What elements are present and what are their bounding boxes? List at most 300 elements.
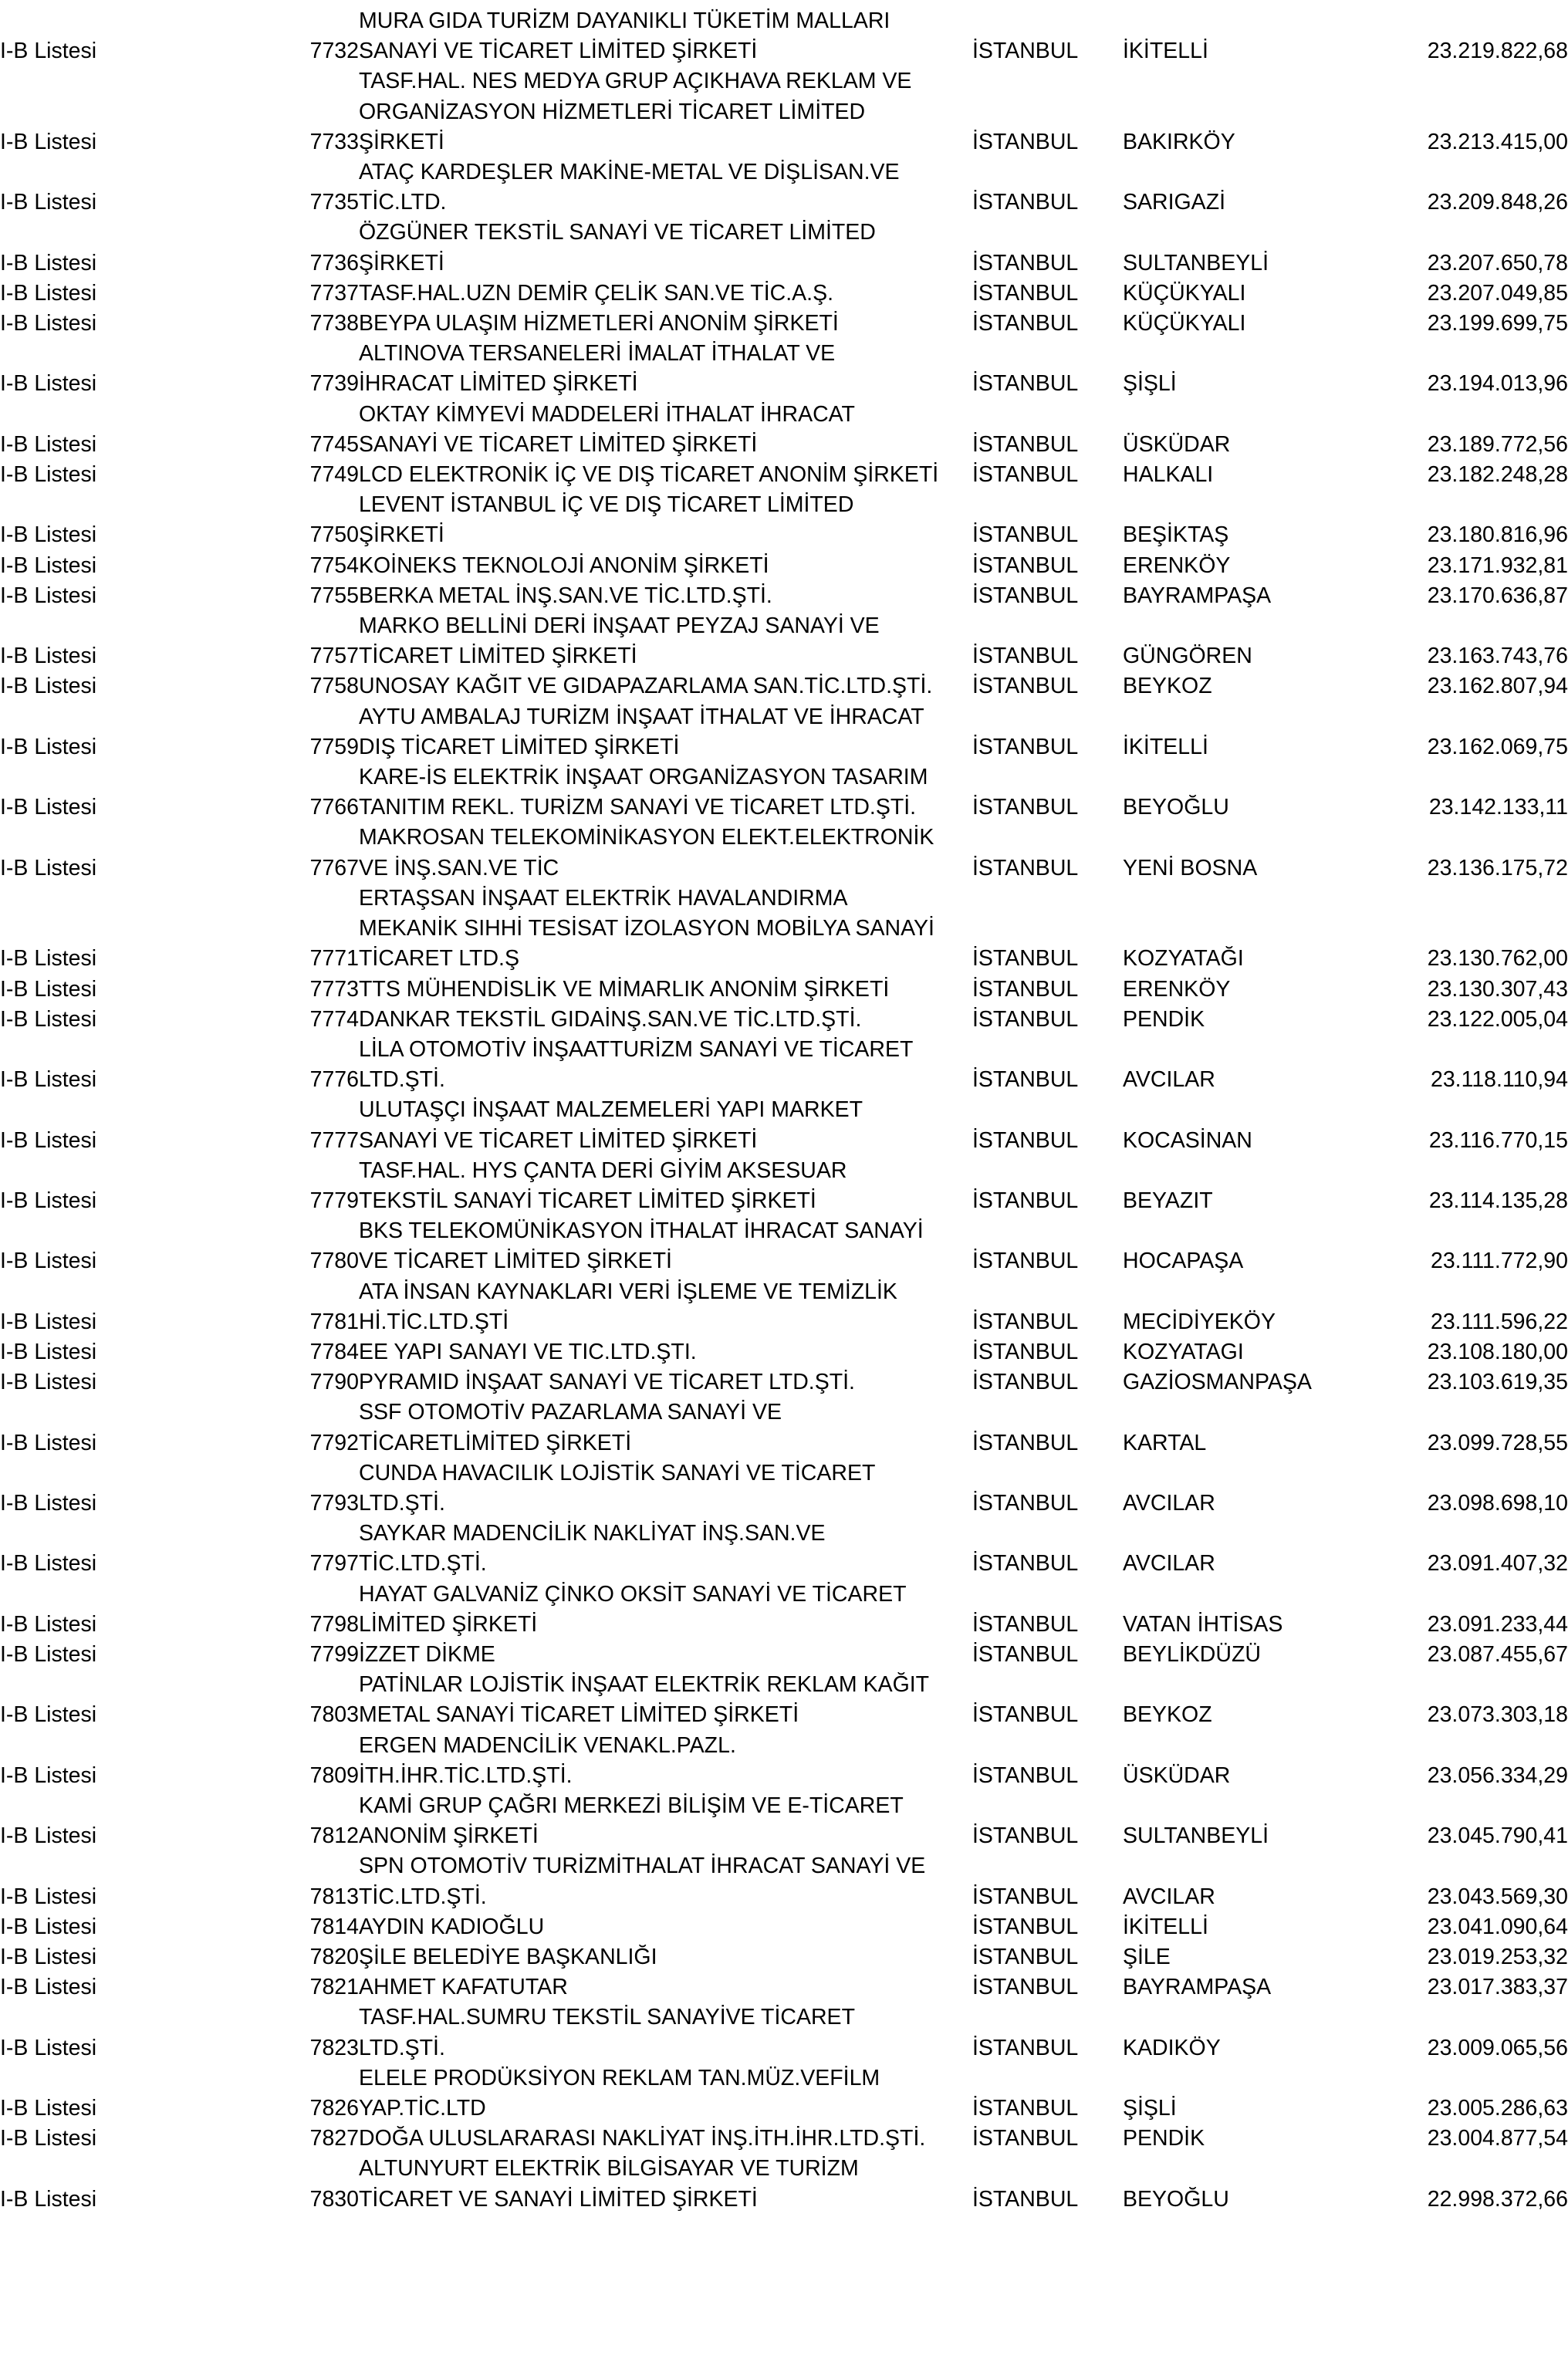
district-name: GÜNGÖREN bbox=[1123, 644, 1252, 669]
district-name bbox=[1123, 1519, 1408, 1549]
sequence-number: 7803 bbox=[309, 1702, 359, 1728]
company-name-line: MEKANİK SIHHİ TESİSAT İZOLASYON MOBİLYA SANAYİ bbox=[359, 916, 934, 941]
list-label: I-B Listesi bbox=[0, 129, 97, 154]
company-name-line: DOĞA ULUSLARARASI NAKLİYAT İNŞ.İTH.İHR.LTD.ŞTİ. bbox=[359, 2126, 926, 2151]
district-name: İKİTELLİ bbox=[1123, 734, 1208, 759]
city-name bbox=[972, 702, 1123, 732]
debt-amount: 23.017.383,37 bbox=[1427, 1975, 1568, 2000]
district-name bbox=[1123, 1216, 1408, 1246]
city-name bbox=[972, 1670, 1123, 1700]
district-name: HALKALI bbox=[1123, 462, 1214, 488]
sequence-number: 7823 bbox=[309, 2035, 359, 2060]
district-name: BAKIRKÖY bbox=[1123, 129, 1235, 154]
table-row bbox=[0, 1761, 1568, 1791]
debt-amount: 22.998.372,66 bbox=[1427, 2186, 1568, 2212]
table-row bbox=[0, 279, 1568, 309]
company-name-line: EE YAPI SANAYI VE TIC.LTD.ŞTI. bbox=[359, 1339, 697, 1364]
list-label bbox=[0, 97, 274, 127]
debt-amount: 23.130.762,00 bbox=[1427, 946, 1568, 972]
company-name-line: LEVENT İSTANBUL İÇ VE DIŞ TİCARET LİMİTED bbox=[359, 492, 854, 518]
table-row bbox=[0, 732, 1568, 762]
sequence-number: 7773 bbox=[309, 976, 359, 1002]
district-name: İKİTELLİ bbox=[1123, 39, 1208, 64]
district-name bbox=[1123, 1458, 1408, 1489]
city-name: İSTANBUL bbox=[972, 1370, 1079, 1395]
debt-amount: 23.180.816,96 bbox=[1427, 522, 1568, 548]
table-row-continuation bbox=[0, 1458, 1568, 1489]
city-name: İSTANBUL bbox=[972, 1611, 1079, 1637]
city-name bbox=[972, 400, 1123, 430]
debt-amount bbox=[1408, 611, 1568, 641]
sequence-number: 7779 bbox=[309, 1188, 359, 1213]
district-name: SARIGAZİ bbox=[1123, 190, 1226, 215]
debt-amount: 23.114.135,28 bbox=[1428, 1188, 1568, 1213]
list-label bbox=[0, 218, 274, 248]
list-label: I-B Listesi bbox=[0, 2096, 97, 2121]
debt-amount bbox=[1408, 97, 1568, 127]
city-name: İSTANBUL bbox=[972, 371, 1079, 397]
sequence-number bbox=[274, 823, 359, 853]
debt-amount: 23.043.569,30 bbox=[1427, 1884, 1568, 1909]
company-name-line: CUNDA HAVACILIK LOJİSTİK SANAYİ VE TİCARET bbox=[359, 1460, 876, 1485]
debt-amount bbox=[1408, 6, 1568, 36]
table-row bbox=[0, 127, 1568, 157]
list-label bbox=[0, 490, 274, 520]
company-name-line: PATİNLAR LOJİSTİK İNŞAAT ELEKTRİK REKLAM KAĞIT bbox=[359, 1672, 930, 1698]
list-label: I-B Listesi bbox=[0, 2186, 97, 2212]
district-name bbox=[1123, 702, 1408, 732]
table-row bbox=[0, 1307, 1568, 1337]
table-row-continuation bbox=[0, 157, 1568, 188]
sequence-number: 7733 bbox=[309, 129, 359, 154]
sequence-number: 7771 bbox=[309, 946, 359, 972]
list-label: I-B Listesi bbox=[0, 2126, 97, 2151]
list-label: I-B Listesi bbox=[0, 1249, 97, 1274]
city-name bbox=[972, 611, 1123, 641]
list-label: I-B Listesi bbox=[0, 583, 97, 608]
district-name: ERENKÖY bbox=[1123, 976, 1231, 1002]
table-row bbox=[0, 1337, 1568, 1367]
district-name: KÜÇÜKYALI bbox=[1123, 280, 1246, 306]
company-name-line: DIŞ TİCARET LİMİTED ŞİRKETİ bbox=[359, 734, 680, 759]
sequence-number bbox=[274, 1216, 359, 1246]
company-name-line: MAKROSAN TELEKOMİNİKASYON ELEKT.ELEKTRONİK bbox=[359, 825, 934, 850]
city-name: İSTANBUL bbox=[972, 2126, 1079, 2151]
district-name bbox=[1123, 66, 1408, 96]
list-label: I-B Listesi bbox=[0, 280, 97, 306]
table-row-continuation bbox=[0, 400, 1568, 430]
company-name-line: LTD.ŞTİ. bbox=[359, 1490, 445, 1516]
district-name: BEYAZIT bbox=[1123, 1188, 1213, 1213]
company-name-line: TASF.HAL. NES MEDYA GRUP AÇIKHAVA REKLAM VE bbox=[359, 69, 912, 94]
sequence-number bbox=[274, 1519, 359, 1549]
table-row bbox=[0, 460, 1568, 490]
debt-amount: 23.199.699,75 bbox=[1427, 311, 1568, 336]
district-name: BEYOĞLU bbox=[1123, 2186, 1229, 2212]
company-name-line: TANITIM REKL. TURİZM SANAYİ VE TİCARET LTD.ŞTİ. bbox=[359, 795, 917, 820]
company-name-line: SPN OTOMOTİV TURİZMİTHALAT İHRACAT SANAYİ VE bbox=[359, 1854, 926, 1879]
list-label bbox=[0, 2154, 274, 2184]
company-name-line: ALTINOVA TERSANELERİ İMALAT İTHALAT VE bbox=[359, 341, 836, 367]
list-label bbox=[0, 157, 274, 188]
city-name bbox=[972, 339, 1123, 369]
debt-amount bbox=[1408, 490, 1568, 520]
district-name: ŞİŞLİ bbox=[1123, 371, 1177, 397]
table-row-continuation bbox=[0, 2002, 1568, 2033]
list-label bbox=[0, 1216, 274, 1246]
table-row-continuation bbox=[0, 339, 1568, 369]
debt-amount: 23.111.596,22 bbox=[1430, 1309, 1568, 1334]
table-row bbox=[0, 248, 1568, 279]
table-row-continuation bbox=[0, 1791, 1568, 1821]
list-label bbox=[0, 884, 274, 914]
city-name bbox=[972, 1458, 1123, 1489]
company-name-line: TİCARETLİMİTED ŞİRKETİ bbox=[359, 1430, 632, 1455]
sequence-number: 7790 bbox=[309, 1370, 359, 1395]
list-label: I-B Listesi bbox=[0, 855, 97, 880]
city-name: İSTANBUL bbox=[972, 431, 1079, 457]
table-row-continuation bbox=[0, 1035, 1568, 1065]
list-label bbox=[0, 66, 274, 96]
table-row-continuation bbox=[0, 823, 1568, 853]
debt-amount bbox=[1408, 400, 1568, 430]
table-row-continuation bbox=[0, 490, 1568, 520]
company-name-line: OKTAY KİMYEVİ MADDELERİ İTHALAT İHRACAT bbox=[359, 401, 855, 427]
list-label: I-B Listesi bbox=[0, 1370, 97, 1395]
city-name: İSTANBUL bbox=[972, 1823, 1079, 1849]
city-name: İSTANBUL bbox=[972, 1975, 1079, 2000]
city-name: İSTANBUL bbox=[972, 1006, 1079, 1032]
district-name: KOZYATAGI bbox=[1123, 1339, 1244, 1364]
debt-amount bbox=[1408, 1216, 1568, 1246]
list-label: I-B Listesi bbox=[0, 946, 97, 972]
sequence-number: 7781 bbox=[309, 1309, 359, 1334]
district-name: AVCILAR bbox=[1123, 1067, 1215, 1093]
company-name-line: TTS MÜHENDİSLİK VE MİMARLIK ANONİM ŞİRKETİ bbox=[359, 976, 890, 1002]
district-name bbox=[1123, 97, 1408, 127]
district-name bbox=[1123, 2154, 1408, 2184]
sequence-number: 7784 bbox=[309, 1339, 359, 1364]
district-name bbox=[1123, 1095, 1408, 1125]
list-label: I-B Listesi bbox=[0, 462, 97, 488]
debt-amount bbox=[1408, 884, 1568, 914]
sequence-number: 7739 bbox=[309, 371, 359, 397]
city-name bbox=[972, 1519, 1123, 1549]
debt-amount: 23.056.334,29 bbox=[1427, 1762, 1568, 1788]
company-name-line: BEYPA ULAŞIM HİZMETLERİ ANONİM ŞİRKETİ bbox=[359, 311, 839, 336]
table-row-continuation bbox=[0, 1216, 1568, 1246]
company-name-line: ERTAŞSAN İNŞAAT ELEKTRİK HAVALANDIRMA bbox=[359, 885, 848, 911]
debt-amount: 23.194.013,96 bbox=[1427, 371, 1568, 397]
list-label bbox=[0, 702, 274, 732]
sequence-number: 7821 bbox=[309, 1975, 359, 2000]
sequence-number bbox=[274, 611, 359, 641]
district-name bbox=[1123, 884, 1408, 914]
company-name-line: TİCARET LTD.Ş bbox=[359, 946, 519, 972]
list-label: I-B Listesi bbox=[0, 250, 97, 275]
company-name-line: Hİ.TİC.LTD.ŞTİ bbox=[359, 1309, 509, 1334]
sequence-number bbox=[274, 157, 359, 188]
list-label: I-B Listesi bbox=[0, 734, 97, 759]
city-name: İSTANBUL bbox=[972, 976, 1079, 1002]
sequence-number: 7809 bbox=[309, 1762, 359, 1788]
debt-amount bbox=[1408, 1458, 1568, 1489]
company-name-line: ŞİRKETİ bbox=[359, 250, 444, 275]
city-name: İSTANBUL bbox=[972, 674, 1079, 699]
district-name bbox=[1123, 339, 1408, 369]
sequence-number bbox=[274, 2002, 359, 2033]
district-name: BEYLİKDÜZÜ bbox=[1123, 1641, 1261, 1667]
debt-amount: 23.019.253,32 bbox=[1427, 1945, 1568, 1969]
city-name: İSTANBUL bbox=[972, 1884, 1079, 1909]
debt-amount: 23.122.005,04 bbox=[1427, 1006, 1568, 1032]
city-name: İSTANBUL bbox=[972, 1945, 1079, 1969]
debt-amount: 23.219.822,68 bbox=[1427, 39, 1568, 64]
list-label: I-B Listesi bbox=[0, 1823, 97, 1849]
list-label: I-B Listesi bbox=[0, 1551, 97, 1577]
debt-amount: 23.098.698,10 bbox=[1427, 1490, 1568, 1516]
sequence-number bbox=[274, 1791, 359, 1821]
table-row bbox=[0, 2185, 1568, 2215]
debt-amount bbox=[1408, 339, 1568, 369]
district-name: BEŞİKTAŞ bbox=[1123, 522, 1229, 548]
debt-amount: 23.005.286,63 bbox=[1427, 2096, 1568, 2121]
debt-amount bbox=[1408, 1277, 1568, 1307]
company-name-line: TASF.HAL.SUMRU TEKSTİL SANAYİVE TİCARET bbox=[359, 2005, 855, 2030]
city-name: İSTANBUL bbox=[972, 1641, 1079, 1667]
table-row bbox=[0, 944, 1568, 974]
company-name-line: UNOSAY KAĞIT VE GIDAPAZARLAMA SAN.TİC.LTD.ŞTİ. bbox=[359, 674, 933, 699]
debt-amount bbox=[1408, 1791, 1568, 1821]
district-name: AVCILAR bbox=[1123, 1551, 1215, 1577]
city-name: İSTANBUL bbox=[972, 2096, 1079, 2121]
table-row-continuation bbox=[0, 1277, 1568, 1307]
debt-amount: 23.136.175,72 bbox=[1427, 855, 1568, 880]
district-name bbox=[1123, 490, 1408, 520]
debt-amount bbox=[1408, 1851, 1568, 1881]
district-name: ERENKÖY bbox=[1123, 553, 1231, 578]
sequence-number: 7797 bbox=[309, 1551, 359, 1577]
company-name-line: VE TİCARET LİMİTED ŞİRKETİ bbox=[359, 1249, 672, 1274]
sequence-number: 7812 bbox=[309, 1823, 359, 1849]
sequence-number bbox=[274, 2063, 359, 2094]
company-name-line: KOİNEKS TEKNOLOJİ ANONİM ŞİRKETİ bbox=[359, 553, 769, 578]
table-row bbox=[0, 1942, 1568, 1972]
table-row bbox=[0, 671, 1568, 701]
list-label: I-B Listesi bbox=[0, 1884, 97, 1909]
sequence-number: 7793 bbox=[309, 1490, 359, 1516]
table-row bbox=[0, 1700, 1568, 1730]
district-name: KOCASİNAN bbox=[1123, 1127, 1252, 1153]
city-name bbox=[972, 2063, 1123, 2094]
list-label: I-B Listesi bbox=[0, 1067, 97, 1093]
city-name: İSTANBUL bbox=[972, 1249, 1079, 1274]
district-name: PENDİK bbox=[1123, 2126, 1205, 2151]
debt-amount: 23.004.877,54 bbox=[1427, 2126, 1568, 2151]
district-name: KADIKÖY bbox=[1123, 2035, 1221, 2060]
company-name-line: MURA GIDA TURİZM DAYANIKLI TÜKETİM MALLARI bbox=[359, 8, 890, 33]
sequence-number: 7774 bbox=[309, 1006, 359, 1032]
table-row-continuation bbox=[0, 1156, 1568, 1186]
debt-amount bbox=[1408, 1519, 1568, 1549]
district-name: VATAN İHTİSAS bbox=[1123, 1611, 1283, 1637]
sequence-number bbox=[274, 66, 359, 96]
sequence-number: 7737 bbox=[309, 280, 359, 306]
sequence-number bbox=[274, 218, 359, 248]
list-label: I-B Listesi bbox=[0, 1188, 97, 1213]
sequence-number bbox=[274, 1035, 359, 1065]
district-name: AVCILAR bbox=[1123, 1490, 1215, 1516]
table-row-continuation bbox=[0, 218, 1568, 248]
sequence-number: 7813 bbox=[309, 1884, 359, 1909]
list-label: I-B Listesi bbox=[0, 1945, 97, 1969]
list-label: I-B Listesi bbox=[0, 795, 97, 820]
debt-amount: 23.009.065,56 bbox=[1427, 2035, 1568, 2060]
sequence-number bbox=[274, 1580, 359, 1610]
list-label: I-B Listesi bbox=[0, 644, 97, 669]
table-row-continuation bbox=[0, 2154, 1568, 2184]
sequence-number bbox=[274, 762, 359, 793]
list-label: I-B Listesi bbox=[0, 522, 97, 548]
sequence-number bbox=[274, 339, 359, 369]
city-name: İSTANBUL bbox=[972, 1067, 1079, 1093]
table-row bbox=[0, 551, 1568, 581]
table-row-continuation bbox=[0, 611, 1568, 641]
table-row bbox=[0, 1821, 1568, 1851]
table-row-continuation bbox=[0, 1851, 1568, 1881]
city-name bbox=[972, 823, 1123, 853]
list-label bbox=[0, 1731, 274, 1761]
district-name: ŞİLE bbox=[1123, 1945, 1171, 1969]
city-name: İSTANBUL bbox=[972, 522, 1079, 548]
sequence-number bbox=[274, 6, 359, 36]
list-label bbox=[0, 823, 274, 853]
debt-amount: 23.099.728,55 bbox=[1427, 1430, 1568, 1455]
list-label bbox=[0, 1791, 274, 1821]
list-label: I-B Listesi bbox=[0, 1975, 97, 2000]
debt-amount: 23.087.455,67 bbox=[1427, 1641, 1568, 1667]
city-name: İSTANBUL bbox=[972, 280, 1079, 306]
sequence-number: 7776 bbox=[309, 1067, 359, 1093]
sequence-number bbox=[274, 1731, 359, 1761]
city-name: İSTANBUL bbox=[972, 1914, 1079, 1939]
company-name-line: AHMET KAFATUTAR bbox=[359, 1975, 568, 2000]
list-label: I-B Listesi bbox=[0, 1702, 97, 1728]
list-label bbox=[0, 1035, 274, 1065]
list-label: I-B Listesi bbox=[0, 1006, 97, 1032]
city-name: İSTANBUL bbox=[972, 1762, 1079, 1788]
city-name: İSTANBUL bbox=[972, 1430, 1079, 1455]
city-name bbox=[972, 2002, 1123, 2033]
sequence-number: 7738 bbox=[309, 311, 359, 336]
debt-amount bbox=[1408, 1156, 1568, 1186]
company-name-line: AYTU AMBALAJ TURİZM İNŞAAT İTHALAT VE İHRACAT bbox=[359, 704, 924, 729]
company-name-line: LTD.ŞTİ. bbox=[359, 2035, 445, 2060]
company-name-line: ANONİM ŞİRKETİ bbox=[359, 1823, 539, 1849]
debt-amount: 23.207.049,85 bbox=[1427, 280, 1568, 306]
table-row-continuation bbox=[0, 1670, 1568, 1700]
debt-amount: 23.170.636,87 bbox=[1427, 583, 1568, 608]
sequence-number: 7749 bbox=[309, 462, 359, 488]
table-row-continuation bbox=[0, 702, 1568, 732]
debt-amount: 23.162.069,75 bbox=[1427, 734, 1568, 759]
company-name-line: ULUTAŞÇI İNŞAAT MALZEMELERİ YAPI MARKET bbox=[359, 1097, 863, 1123]
company-name-line: BKS TELEKOMÜNİKASYON İTHALAT İHRACAT SANAYİ bbox=[359, 1218, 924, 1244]
table-row bbox=[0, 188, 1568, 218]
table-row bbox=[0, 1126, 1568, 1156]
sequence-number bbox=[274, 702, 359, 732]
sequence-number bbox=[274, 884, 359, 914]
city-name bbox=[972, 1731, 1123, 1761]
table-row bbox=[0, 2124, 1568, 2154]
table-row bbox=[0, 2033, 1568, 2063]
district-name: HOCAPAŞA bbox=[1123, 1249, 1244, 1274]
company-name-line: KARE-İS ELEKTRİK İNŞAAT ORGANİZASYON TASARIM bbox=[359, 765, 928, 790]
district-name bbox=[1123, 400, 1408, 430]
company-name-line: SANAYİ VE TİCARET LİMİTED ŞİRKETİ bbox=[359, 431, 758, 457]
sequence-number: 7766 bbox=[309, 795, 359, 820]
debt-amount bbox=[1408, 914, 1568, 944]
debt-amount: 23.213.415,00 bbox=[1427, 129, 1568, 154]
table-row bbox=[0, 1367, 1568, 1397]
company-name-line: SAYKAR MADENCİLİK NAKLİYAT İNŞ.SAN.VE bbox=[359, 1521, 826, 1546]
company-name-line: ORGANİZASYON HİZMETLERİ TİCARET LİMİTED bbox=[359, 99, 866, 124]
city-name: İSTANBUL bbox=[972, 250, 1079, 275]
table-row bbox=[0, 369, 1568, 399]
sequence-number bbox=[274, 1277, 359, 1307]
district-name bbox=[1123, 1580, 1408, 1610]
sequence-number bbox=[274, 1095, 359, 1125]
sequence-number: 7758 bbox=[309, 674, 359, 699]
table-row-continuation bbox=[0, 884, 1568, 914]
district-name bbox=[1123, 2002, 1408, 2033]
city-name: İSTANBUL bbox=[972, 644, 1079, 669]
district-name: BEYKOZ bbox=[1123, 1702, 1212, 1728]
company-name-line: HAYAT GALVANİZ ÇİNKO OKSİT SANAYİ VE TİCARET bbox=[359, 1581, 907, 1607]
city-name: İSTANBUL bbox=[972, 190, 1079, 215]
list-label bbox=[0, 339, 274, 369]
city-name bbox=[972, 1156, 1123, 1186]
debt-amount: 23.189.772,56 bbox=[1427, 431, 1568, 457]
company-name-line: ATA İNSAN KAYNAKLARI VERİ İŞLEME VE TEMİZLİK bbox=[359, 1279, 897, 1304]
district-name bbox=[1123, 1791, 1408, 1821]
city-name bbox=[972, 6, 1123, 36]
city-name bbox=[972, 1580, 1123, 1610]
list-label: I-B Listesi bbox=[0, 1611, 97, 1637]
debt-amount: 23.041.090,64 bbox=[1427, 1914, 1568, 1939]
company-name-line: TİC.LTD.ŞTİ. bbox=[359, 1551, 487, 1577]
sequence-number bbox=[274, 97, 359, 127]
city-name bbox=[972, 2154, 1123, 2184]
company-name-line: ŞİRKETİ bbox=[359, 522, 444, 548]
district-name bbox=[1123, 1851, 1408, 1881]
district-name bbox=[1123, 611, 1408, 641]
debt-amount bbox=[1408, 157, 1568, 188]
sequence-number: 7777 bbox=[309, 1127, 359, 1153]
list-label bbox=[0, 400, 274, 430]
city-name: İSTANBUL bbox=[972, 855, 1079, 880]
company-name-line: ERGEN MADENCİLİK VENAKL.PAZL. bbox=[359, 1732, 736, 1758]
table-row-continuation bbox=[0, 1731, 1568, 1761]
city-name: İSTANBUL bbox=[972, 2186, 1079, 2212]
table-row-continuation bbox=[0, 66, 1568, 96]
sequence-number bbox=[274, 400, 359, 430]
district-name: İKİTELLİ bbox=[1123, 1914, 1208, 1939]
district-name bbox=[1123, 914, 1408, 944]
district-name: ÜSKÜDAR bbox=[1123, 431, 1231, 457]
list-label: I-B Listesi bbox=[0, 1339, 97, 1364]
list-label bbox=[0, 1095, 274, 1125]
